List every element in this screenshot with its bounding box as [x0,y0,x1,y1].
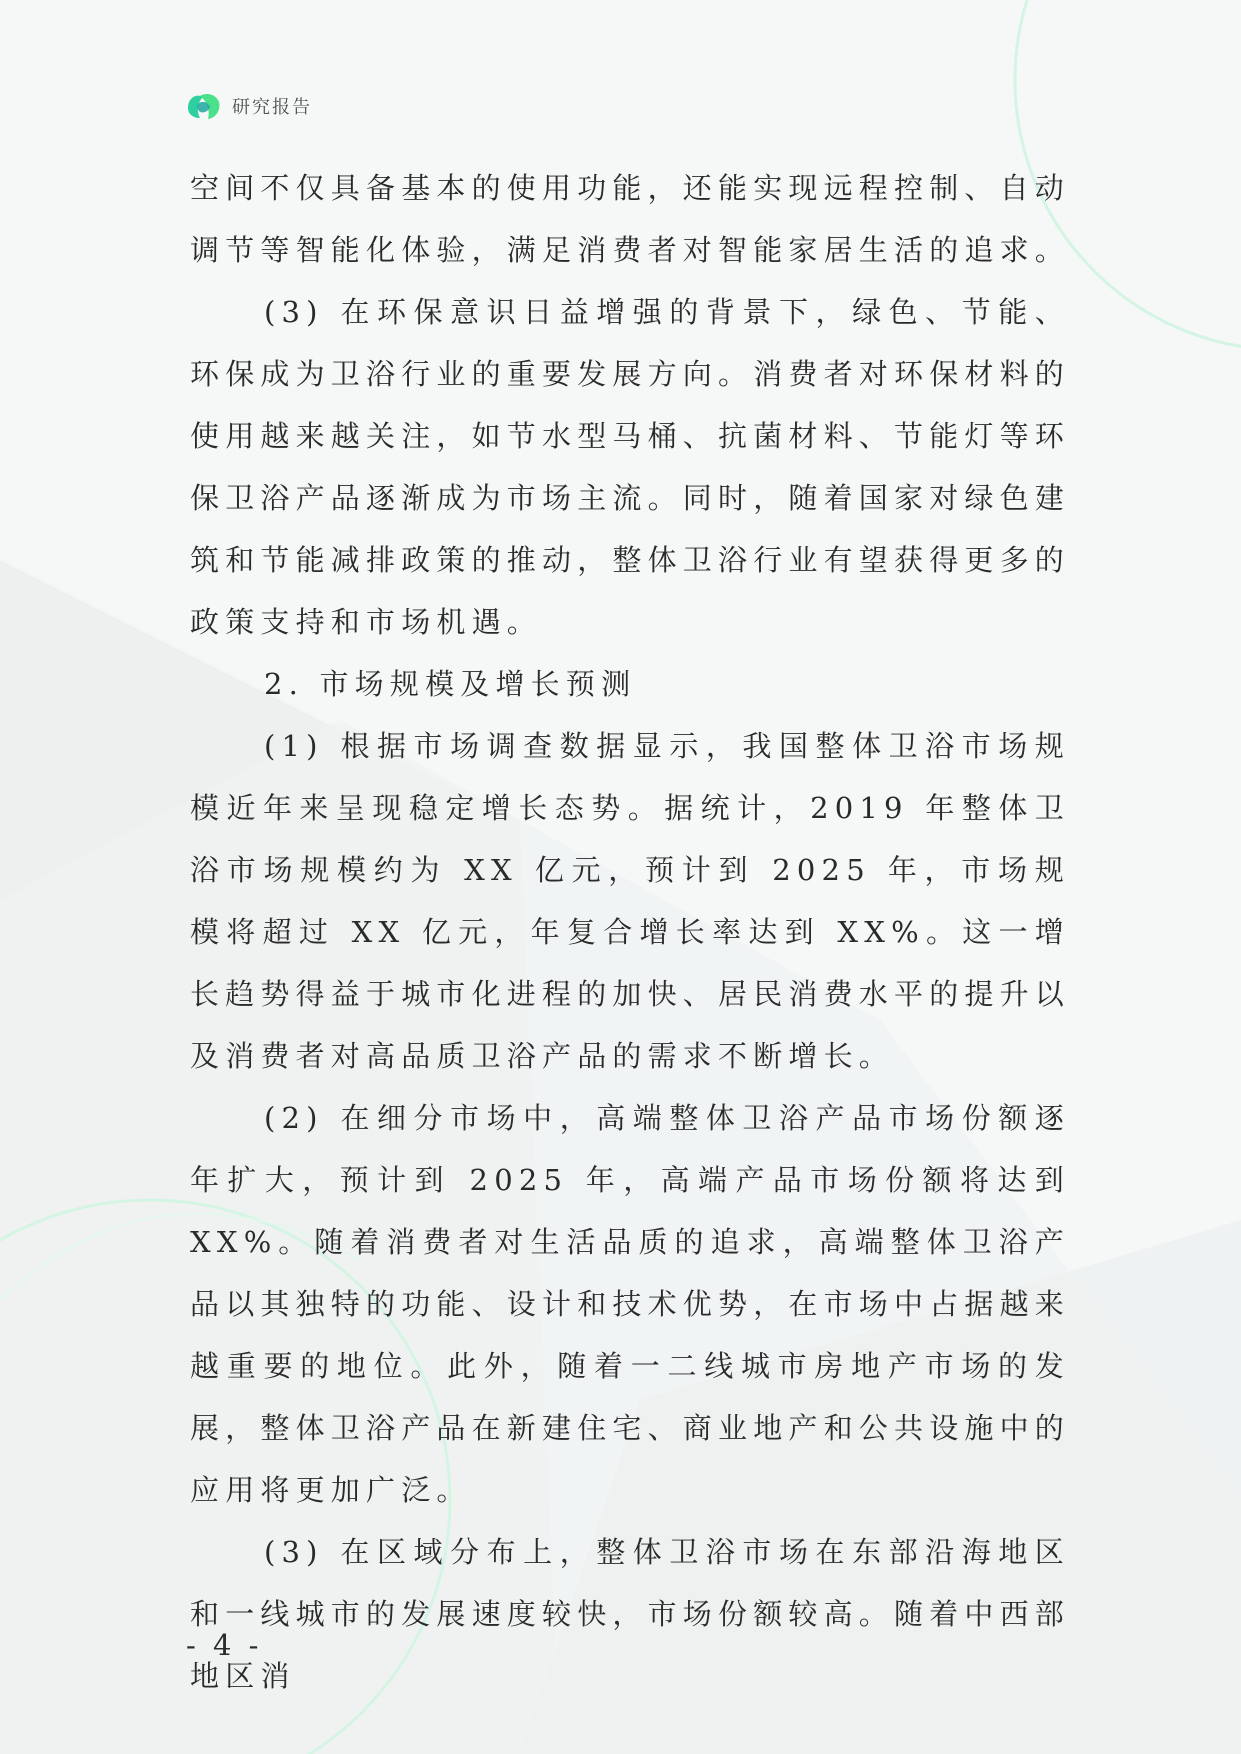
body-text [190,157,1070,1707]
paragraph-segment-market: (2) 在细分市场中，高端整体卫浴产品市场份额逐年扩大，预计到 2025 年，高端产品市场份额将达到 XX%。随着消费者对生活品质的追求，高端整体卫浴产品以其独特的功能、设计和技术优势，在市场中占据越来越重要的地位。此外，随着一二线城市房地产市场的发展，整体卫浴产品在新建住宅、商业地产和公共设施中的应用将更加广泛。 [190,1101,1071,1507]
paragraph-green-trend: (3) 在环保意识日益增强的背景下，绿色、节能、环保成为卫浴行业的重要发展方向。消费者对环保材料的使用越来越关注，如节水型马桶、抗菌材料、节能灯等环保卫浴产品逐渐成为市场主流。同时，随着国家对绿色建筑和节能减排政策的推动，整体卫浴行业有望获得更多的政策支持和市场机遇。 [190,295,1071,639]
header-title: 研究报告 [232,97,312,118]
section-heading: 2. 市场规模及增长预测 [264,667,637,701]
page-number: - 4 - [186,1628,263,1662]
leaf-logo-icon [186,90,222,122]
report-header [186,88,312,124]
paragraph-regional-distribution: (3) 在区域分布上，整体卫浴市场在东部沿海地区和一线城市的发展速度较快，市场份额较高。随着中西部地区消 [190,1535,1071,1693]
paragraph-market-size: (1) 根据市场调查数据显示，我国整体卫浴市场规模近年来呈现稳定增长态势。据统计，2019 年整体卫浴市场规模约为 XX 亿元，预计到 2025 年，市场规模将超过 XX 亿元，年复合增长率达到 XX%。这一增长趋势得益于城市化进程的加快、居民消费水平的提升以及消费者对高品质卫浴产品的需求不断增长。 [190,729,1071,1073]
paragraph-continued: 空间不仅具备基本的使用功能，还能实现远程控制、自动调节等智能化体验，满足消费者对智能家居生活的追求。 [190,171,1071,267]
